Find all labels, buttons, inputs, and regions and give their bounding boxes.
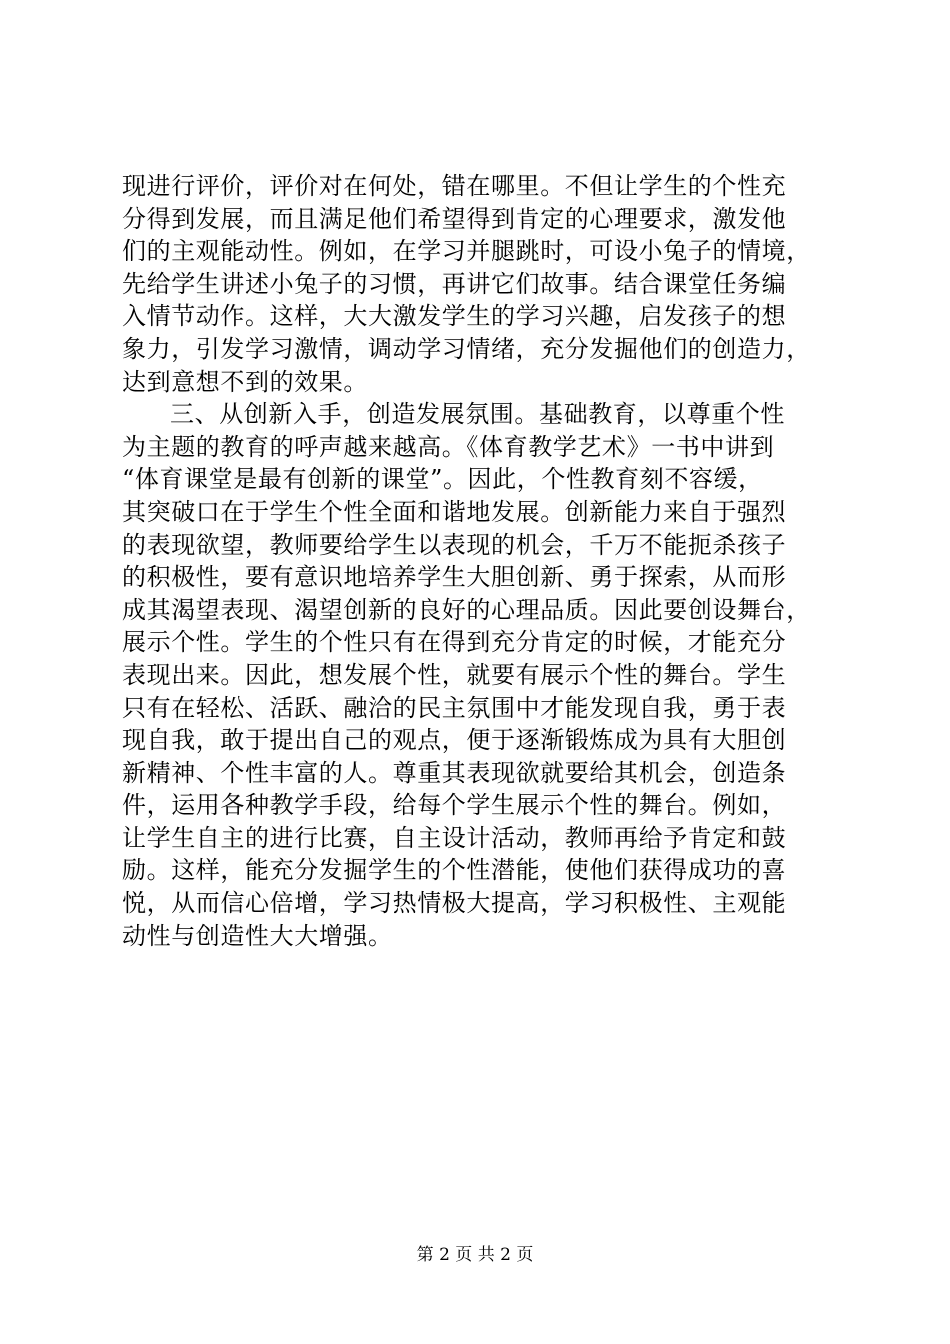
text-line: 先给学生讲述小兔子的习惯，再讲它们故事。结合课堂任务编: [122, 269, 787, 298]
text-line: 动性与创造性大大增强。: [122, 921, 393, 950]
text-line: 件，运用各种教学手段，给每个学生展示个性的舞台。例如，: [122, 791, 787, 820]
text-line: 励。这样，能充分发掘学生的个性潜能，使他们获得成功的喜: [122, 856, 787, 885]
text-line: 达到意想不到的效果。: [122, 367, 368, 396]
text-line: 象力，引发学习激情，调动学习情绪，充分发掘他们的创造力，: [122, 334, 811, 363]
body-text: [122, 170, 842, 952]
text-line: 入情节动作。这样，大大激发学生的学习兴趣，启发孩子的想: [122, 302, 787, 331]
text-line: 的表现欲望，教师要给学生以表现的机会，千万不能扼杀孩子: [122, 530, 787, 559]
text-line: 悦，从而信心倍增，学习热情极大提高，学习积极性、主观能: [122, 889, 787, 918]
text-line: 展示个性。学生的个性只有在得到充分肯定的时候，才能充分: [122, 628, 787, 657]
text-line: 现进行评价，评价对在何处，错在哪里。不但让学生的个性充: [122, 172, 787, 200]
text-line: 现自我，敢于提出自己的观点，便于逐渐锻炼成为具有大胆创: [122, 726, 787, 755]
paragraph-start-line: 三、从创新入手，创造发展氛围。基础教育，以尊重个性: [170, 400, 785, 429]
text-line: “体育课堂是最有创新的课堂”。因此，个性教育刻不容缓，: [122, 465, 763, 494]
text-line: 新精神、个性丰富的人。尊重其表现欲就要给其机会，创造条: [122, 758, 787, 787]
text-line: 让学生自主的进行比赛，自主设计活动，教师再给予肯定和鼓: [122, 823, 787, 852]
text-line: 表现出来。因此，想发展个性，就要有展示个性的舞台。学生: [122, 660, 787, 689]
text-line: 为主题的教育的呼声越来越高。《体育教学艺术》一书中讲到: [122, 432, 775, 461]
text-line: 们的主观能动性。例如，在学习并腿跳时，可设小兔子的情境，: [122, 237, 811, 266]
page-number-footer: 第 2 页 共 2 页: [416, 1245, 534, 1265]
text-line: 其突破口在于学生个性全面和谐地发展。创新能力来自于强烈: [122, 497, 787, 526]
text-line: 分得到发展，而且满足他们希望得到肯定的心理要求，激发他: [122, 204, 787, 233]
text-line: 成其渴望表现、渴望创新的良好的心理品质。因此要创设舞台，: [122, 595, 811, 624]
text-line: 的积极性，要有意识地培养学生大胆创新、勇于探索，从而形: [122, 563, 787, 592]
text-line: 只有在轻松、活跃、融洽的民主氛围中才能发现自我，勇于表: [122, 693, 787, 722]
